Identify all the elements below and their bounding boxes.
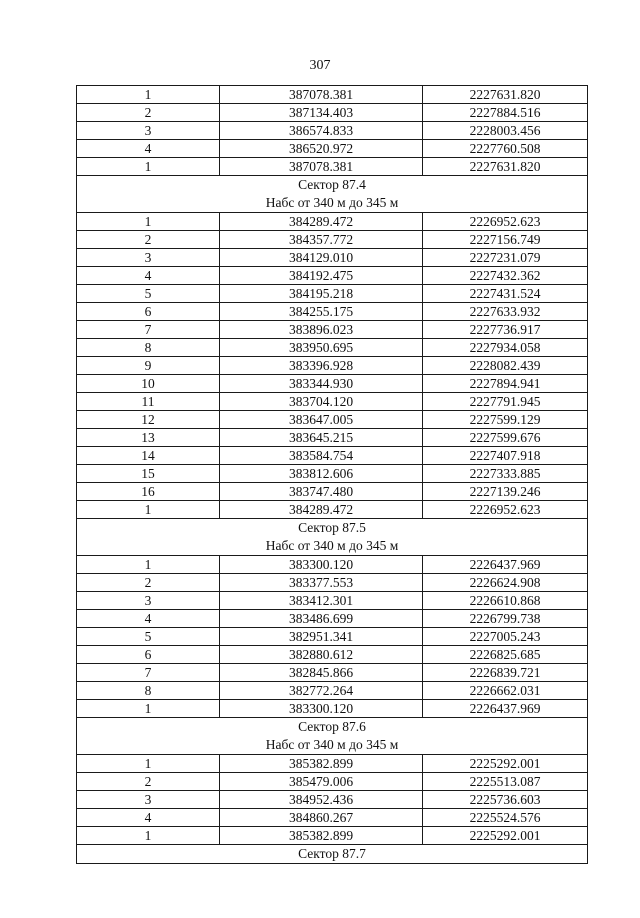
table-row bbox=[77, 339, 588, 357]
x-coordinate-cell: 386574.833 bbox=[220, 122, 423, 140]
y-coordinate-cell: 2227599.676 bbox=[423, 429, 588, 447]
sector-title-row bbox=[77, 845, 588, 864]
y-coordinate-cell: 2227760.508 bbox=[423, 140, 588, 158]
y-coordinate-cell: 2227599.129 bbox=[423, 411, 588, 429]
sector-height-range-row bbox=[77, 194, 588, 213]
table-row bbox=[77, 465, 588, 483]
x-coordinate-cell: 383950.695 bbox=[220, 339, 423, 357]
table-row bbox=[77, 483, 588, 501]
y-coordinate-cell: 2228082.439 bbox=[423, 357, 588, 375]
point-number-cell: 1 bbox=[77, 501, 220, 519]
y-coordinate-cell: 2225292.001 bbox=[423, 755, 588, 773]
x-coordinate-cell: 385382.899 bbox=[220, 827, 423, 845]
x-coordinate-cell: 384255.175 bbox=[220, 303, 423, 321]
point-number-cell: 7 bbox=[77, 664, 220, 682]
x-coordinate-cell: 383747.480 bbox=[220, 483, 423, 501]
x-coordinate-cell: 384289.472 bbox=[220, 213, 423, 231]
x-coordinate-cell: 385382.899 bbox=[220, 755, 423, 773]
table-row bbox=[77, 393, 588, 411]
y-coordinate-cell: 2226952.623 bbox=[423, 213, 588, 231]
table-row bbox=[77, 285, 588, 303]
point-number-cell: 8 bbox=[77, 682, 220, 700]
y-coordinate-cell: 2227934.058 bbox=[423, 339, 588, 357]
table-row bbox=[77, 628, 588, 646]
y-coordinate-cell: 2227139.246 bbox=[423, 483, 588, 501]
y-coordinate-cell: 2225524.576 bbox=[423, 809, 588, 827]
point-number-cell: 1 bbox=[77, 213, 220, 231]
table-row bbox=[77, 267, 588, 285]
table-row bbox=[77, 122, 588, 140]
point-number-cell: 5 bbox=[77, 628, 220, 646]
table-row bbox=[77, 827, 588, 845]
sector-title-row bbox=[77, 718, 588, 737]
y-coordinate-cell: 2227156.749 bbox=[423, 231, 588, 249]
sector-height-range: Набс от 340 м до 345 м bbox=[77, 194, 588, 213]
x-coordinate-cell: 384192.475 bbox=[220, 267, 423, 285]
point-number-cell: 1 bbox=[77, 86, 220, 104]
x-coordinate-cell: 386520.972 bbox=[220, 140, 423, 158]
x-coordinate-cell: 383896.023 bbox=[220, 321, 423, 339]
sector-height-range-row bbox=[77, 736, 588, 755]
table-row bbox=[77, 574, 588, 592]
point-number-cell: 7 bbox=[77, 321, 220, 339]
y-coordinate-cell: 2226839.721 bbox=[423, 664, 588, 682]
sector-title-row bbox=[77, 176, 588, 195]
x-coordinate-cell: 387078.381 bbox=[220, 86, 423, 104]
y-coordinate-cell: 2227736.917 bbox=[423, 321, 588, 339]
y-coordinate-cell: 2225292.001 bbox=[423, 827, 588, 845]
y-coordinate-cell: 2226610.868 bbox=[423, 592, 588, 610]
table-row bbox=[77, 303, 588, 321]
x-coordinate-cell: 384129.010 bbox=[220, 249, 423, 267]
x-coordinate-cell: 384289.472 bbox=[220, 501, 423, 519]
y-coordinate-cell: 2227884.516 bbox=[423, 104, 588, 122]
point-number-cell: 4 bbox=[77, 267, 220, 285]
table-row bbox=[77, 610, 588, 628]
table-row bbox=[77, 140, 588, 158]
point-number-cell: 2 bbox=[77, 574, 220, 592]
x-coordinate-cell: 383344.930 bbox=[220, 375, 423, 393]
x-coordinate-cell: 383300.120 bbox=[220, 556, 423, 574]
point-number-cell: 16 bbox=[77, 483, 220, 501]
table-row bbox=[77, 411, 588, 429]
table-row bbox=[77, 213, 588, 231]
table-row bbox=[77, 791, 588, 809]
sector-height-range-row bbox=[77, 537, 588, 556]
table-row bbox=[77, 556, 588, 574]
point-number-cell: 4 bbox=[77, 610, 220, 628]
x-coordinate-cell: 383300.120 bbox=[220, 700, 423, 718]
y-coordinate-cell: 2227631.820 bbox=[423, 158, 588, 176]
table-row bbox=[77, 375, 588, 393]
x-coordinate-cell: 383377.553 bbox=[220, 574, 423, 592]
x-coordinate-cell: 382772.264 bbox=[220, 682, 423, 700]
page-number: 307 bbox=[309, 58, 331, 73]
table-row bbox=[77, 773, 588, 791]
point-number-cell: 4 bbox=[77, 140, 220, 158]
table-row bbox=[77, 755, 588, 773]
x-coordinate-cell: 383812.606 bbox=[220, 465, 423, 483]
x-coordinate-cell: 383647.005 bbox=[220, 411, 423, 429]
table-row bbox=[77, 809, 588, 827]
table-row bbox=[77, 104, 588, 122]
table-row bbox=[77, 231, 588, 249]
point-number-cell: 9 bbox=[77, 357, 220, 375]
x-coordinate-cell: 384952.436 bbox=[220, 791, 423, 809]
y-coordinate-cell: 2226624.908 bbox=[423, 574, 588, 592]
point-number-cell: 2 bbox=[77, 773, 220, 791]
x-coordinate-cell: 383486.699 bbox=[220, 610, 423, 628]
sector-title: Сектор 87.4 bbox=[77, 176, 588, 195]
point-number-cell: 6 bbox=[77, 303, 220, 321]
point-number-cell: 15 bbox=[77, 465, 220, 483]
y-coordinate-cell: 2227633.932 bbox=[423, 303, 588, 321]
y-coordinate-cell: 2227894.941 bbox=[423, 375, 588, 393]
sector-title: Сектор 87.6 bbox=[77, 718, 588, 737]
coordinates-table-body bbox=[77, 86, 588, 864]
y-coordinate-cell: 2227791.945 bbox=[423, 393, 588, 411]
x-coordinate-cell: 384357.772 bbox=[220, 231, 423, 249]
x-coordinate-cell: 383645.215 bbox=[220, 429, 423, 447]
x-coordinate-cell: 385479.006 bbox=[220, 773, 423, 791]
y-coordinate-cell: 2228003.456 bbox=[423, 122, 588, 140]
sector-height-range: Набс от 340 м до 345 м bbox=[77, 736, 588, 755]
x-coordinate-cell: 382951.341 bbox=[220, 628, 423, 646]
y-coordinate-cell: 2227431.524 bbox=[423, 285, 588, 303]
point-number-cell: 12 bbox=[77, 411, 220, 429]
point-number-cell: 14 bbox=[77, 447, 220, 465]
point-number-cell: 3 bbox=[77, 592, 220, 610]
y-coordinate-cell: 2227231.079 bbox=[423, 249, 588, 267]
x-coordinate-cell: 383396.928 bbox=[220, 357, 423, 375]
y-coordinate-cell: 2227005.243 bbox=[423, 628, 588, 646]
table-row bbox=[77, 429, 588, 447]
table-row bbox=[77, 158, 588, 176]
sector-height-range: Набс от 340 м до 345 м bbox=[77, 537, 588, 556]
x-coordinate-cell: 382845.866 bbox=[220, 664, 423, 682]
sector-title: Сектор 87.5 bbox=[77, 519, 588, 538]
point-number-cell: 1 bbox=[77, 556, 220, 574]
table-row bbox=[77, 646, 588, 664]
table-row bbox=[77, 682, 588, 700]
table-row bbox=[77, 592, 588, 610]
table-row bbox=[77, 447, 588, 465]
table-row bbox=[77, 357, 588, 375]
point-number-cell: 11 bbox=[77, 393, 220, 411]
table-row bbox=[77, 321, 588, 339]
x-coordinate-cell: 383412.301 bbox=[220, 592, 423, 610]
point-number-cell: 6 bbox=[77, 646, 220, 664]
y-coordinate-cell: 2226825.685 bbox=[423, 646, 588, 664]
x-coordinate-cell: 384195.218 bbox=[220, 285, 423, 303]
y-coordinate-cell: 2225513.087 bbox=[423, 773, 588, 791]
point-number-cell: 4 bbox=[77, 809, 220, 827]
point-number-cell: 3 bbox=[77, 791, 220, 809]
x-coordinate-cell: 387134.403 bbox=[220, 104, 423, 122]
table-row bbox=[77, 501, 588, 519]
point-number-cell: 10 bbox=[77, 375, 220, 393]
point-number-cell: 8 bbox=[77, 339, 220, 357]
y-coordinate-cell: 2226799.738 bbox=[423, 610, 588, 628]
x-coordinate-cell: 383584.754 bbox=[220, 447, 423, 465]
table-row bbox=[77, 700, 588, 718]
sector-title: Сектор 87.7 bbox=[77, 845, 588, 864]
point-number-cell: 1 bbox=[77, 755, 220, 773]
y-coordinate-cell: 2227407.918 bbox=[423, 447, 588, 465]
point-number-cell: 3 bbox=[77, 249, 220, 267]
x-coordinate-cell: 384860.267 bbox=[220, 809, 423, 827]
table-row bbox=[77, 249, 588, 267]
point-number-cell: 5 bbox=[77, 285, 220, 303]
point-number-cell: 1 bbox=[77, 700, 220, 718]
coordinates-table bbox=[76, 85, 588, 864]
point-number-cell: 3 bbox=[77, 122, 220, 140]
sector-title-row bbox=[77, 519, 588, 538]
y-coordinate-cell: 2226662.031 bbox=[423, 682, 588, 700]
table-row bbox=[77, 664, 588, 682]
y-coordinate-cell: 2226952.623 bbox=[423, 501, 588, 519]
y-coordinate-cell: 2226437.969 bbox=[423, 700, 588, 718]
x-coordinate-cell: 387078.381 bbox=[220, 158, 423, 176]
y-coordinate-cell: 2227432.362 bbox=[423, 267, 588, 285]
point-number-cell: 2 bbox=[77, 104, 220, 122]
y-coordinate-cell: 2227333.885 bbox=[423, 465, 588, 483]
point-number-cell: 2 bbox=[77, 231, 220, 249]
table-row bbox=[77, 86, 588, 104]
point-number-cell: 13 bbox=[77, 429, 220, 447]
point-number-cell: 1 bbox=[77, 827, 220, 845]
y-coordinate-cell: 2226437.969 bbox=[423, 556, 588, 574]
y-coordinate-cell: 2225736.603 bbox=[423, 791, 588, 809]
x-coordinate-cell: 382880.612 bbox=[220, 646, 423, 664]
y-coordinate-cell: 2227631.820 bbox=[423, 86, 588, 104]
x-coordinate-cell: 383704.120 bbox=[220, 393, 423, 411]
point-number-cell: 1 bbox=[77, 158, 220, 176]
